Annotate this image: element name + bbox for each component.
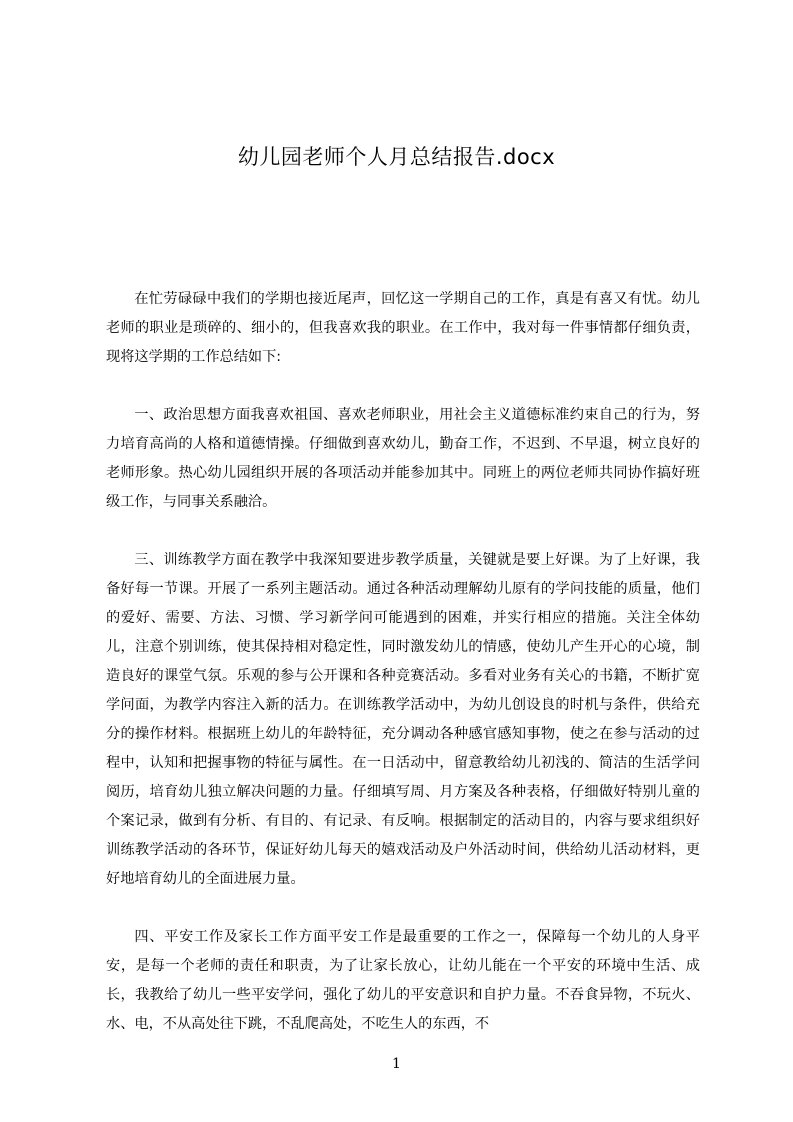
document-body [106, 285, 700, 1039]
paragraph-political-thought: 一、政治思想方面我喜欢祖国、喜欢老师职业，用社会主义道德标准约束自己的行为，努力培育高尚的人格和道德情操。仔细做到喜欢幼儿，勤奋工作，不迟到、不早退，树立良好的老师形象。热心幼儿园组织开展的各项活动并能参加其中。同班上的两位老师共同协作搞好班级工作，与同事关系融洽。 [106, 407, 700, 510]
paragraph-teaching: 三、训练教学方面在教学中我深知要进步教学质量，关键就是要上好课。为了上好课，我备好每一节课。开展了一系列主题活动。通过各种活动理解幼儿原有的学问技能的质量，他们的爱好、需要、方法、习惯、学习新学问可能遇到的困难，并实行相应的措施。关注全体幼儿，注意个别训练，使其保持相对稳定性，同时激发幼儿的情感，使幼儿产生开心的心境，制造良好的课堂气氛。乐观的参与公开课和各种竞赛活动。多看对业务有关心的书籍，不断扩宽学问面，为教学内容注入新的活力。在训练教学活动中，为幼儿创设良的时机与条件，供给充分的操作材料。根据班上幼儿的年龄特征，充分调动各种感官感知事物，使之在参与活动的过程中，认知和把握事物的特征与属性。在一日活动中，留意教给幼儿初浅的、简洁的生活学问阅历，培育幼儿独立解决问题的力量。仔细填写周、月方案及各种表格，仔细做好特别儿童的个案记录，做到有分析、有目的、有记录、有反响。根据制定的活动目的，内容与要求组织好训练教学活动的各环节，保证好幼儿每天的嬉戏活动及户外活动时间，供给幼儿活动材料，更好地培育幼儿的全面进展力量。 [106, 552, 700, 887]
paragraph-safety: 四、平安工作及家长工作方面平安工作是最重要的工作之一，保障每一个幼儿的人身平安，是每一个老师的责任和职责，为了让家长放心，让幼儿能在一个平安的环境中生活、成长，我教给了幼儿一些平安学问，强化了幼儿的平安意识和自护力量。不吞食异物，不玩火、水、电，不从高处往下跳，不乱爬高处，不吃生人的东西，不 [106, 929, 700, 1032]
document-title: 幼儿园老师个人月总结报告.docx [237, 145, 556, 169]
page-number: 1 [392, 1056, 401, 1072]
paragraph-intro: 在忙劳碌碌中我们的学期也接近尾声，回忆这一学期自己的工作，真是有喜又有忧。幼儿老师的职业是琐碎的、细小的，但我喜欢我的职业。在工作中，我对每一件事情都仔细负责，现将这学期的工作总结如下: [106, 291, 700, 365]
